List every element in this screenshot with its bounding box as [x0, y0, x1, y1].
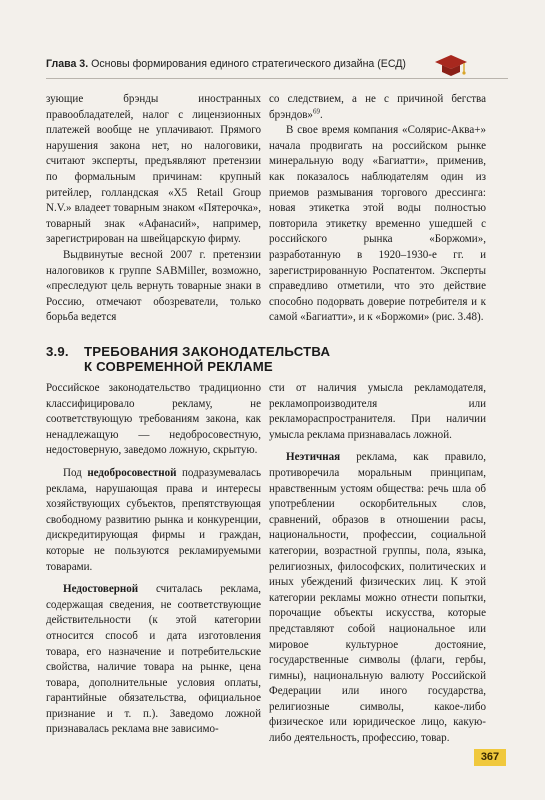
column-right-top: [269, 92, 486, 326]
chapter-heading: [46, 58, 406, 70]
column-left-bottom: [46, 381, 261, 738]
term-bold: недобросовестной: [87, 466, 177, 479]
paragraph: [46, 466, 261, 575]
paragraph-text: Под: [63, 466, 88, 479]
chapter-title: Основы формирования единого стратегического дизайна (ЕСД): [91, 58, 406, 70]
paragraph: со следствием, а не с причиной бегства брэндов»$^{69}$.: [269, 93, 486, 121]
column-right-bottom: [269, 381, 486, 747]
paragraph: [46, 582, 261, 738]
paragraph-text: считалась реклама, содержащая сведения, не соответствующие действительности (к этой категории относится способ и дата изготовления товара, его назначение и потребительские свойства, наличие товара на рынке, цена товара, дополнительные условия оплаты, гарантийные обязательства, официальное признание и т. п.). Заведомо ложной признавалась реклама вне зависимо-: [46, 583, 261, 736]
page-number: 367: [474, 749, 506, 766]
graduation-cap-icon: [433, 50, 469, 80]
term-bold: Недостоверной: [63, 583, 139, 596]
paragraph-text: подразумевалась реклама, нарушающая права и интересы хозяйствующих субъектов, препятствующая свободному развитию рынка и конкуренции, дискредитирующая фирмы и граждан, которые не пользуются рекламируемыми товарами.: [46, 466, 261, 573]
term-bold: Неэтичная: [286, 451, 341, 464]
section-heading-line1: [46, 345, 366, 360]
paragraph: зующие брэнды иностранных правообладателей, налог с лицензионных платежей вообще не уплачивают. Прямого нарушения закона нет, но налоговики, считают эксперты, предъявляют претензии по формальным причинам: крупный ритейлер, голландская «X5 Retail Group N.V.» владеет товарным знаком «Пятерочка», товарный знак «Афанасий», например, зарегистрирован на швейцарскую фирму.: [46, 93, 261, 246]
paragraph: В свое время компания «Солярис-Аква+» начала продвигать на российском рынке минеральную воду «Багиатти», применив, как показалось наблюдателям один из приемов размывания торгового дрессинга: новая этикетка этой воды полностью повторила этикетку временно ушедшей с российского рынка «Боржоми», разработанную в 1920–1930-е гг. и зарегистрированную Роспатентом. Эксперты справедливо отметили, что это действие способно подорвать доверие потребителя и к самой «Багиатти», и к «Боржоми» (рис. 3.48).: [269, 124, 486, 324]
paragraph: [269, 450, 486, 746]
section-number: 3.9.: [46, 344, 69, 359]
section-title-line2: К СОВРЕМЕННОЙ РЕКЛАМЕ: [84, 358, 273, 374]
section-heading: [46, 345, 366, 374]
footnote-ref: 69: [312, 106, 320, 115]
paragraph: Российское законодательство традиционно классифицировало рекламу, не соответствующую требованиям закона, как ненадлежащую — недобросовестную, недостоверную, заведомо ложную, скрытую.: [46, 382, 261, 457]
paragraph-text: реклама, как правило, противоречила моральным принципам, нравственным устоям общества: речь шла об употреблении оскорбительных слов, сравнений, образов в отношении расы, национальности, профессии, социальной категории, возрастной группы, пола, языка, религиозных, философских, политических и иных убеждений физических лиц. К этой категории рекламы можно отнести попытки, порочащие объекты искусства, которые представляют собой национальное или мировое культурное достояние, государственные символы (флаги, гербы, гимны), национальную валюту Российской Федерации или иного государства, религиозные символы, какое-либо физическое или юридическое лицо, какую-либо деятельность, профессию, товар.: [269, 451, 486, 745]
paragraph-text: со следствием, а не с причиной бегства брэндов»: [269, 93, 486, 121]
paragraph: сти от наличия умысла рекламодателя, рекламопроизводителя или рекламораспространителя. При наличии умысла реклама признавалась ложной.: [269, 382, 486, 441]
section-title-line1: ТРЕБОВАНИЯ ЗАКОНОДАТЕЛЬСТВА: [84, 344, 331, 359]
chapter-label: Глава 3.: [46, 58, 89, 70]
column-left-top: [46, 92, 261, 326]
paragraph: Выдвинутые весной 2007 г. претензии налоговиков к группе SABMiller, возможно, «преследуют цель вернуть товарные знаки в Россию, отмечают обозреватели, только борьба ведется: [46, 248, 261, 324]
